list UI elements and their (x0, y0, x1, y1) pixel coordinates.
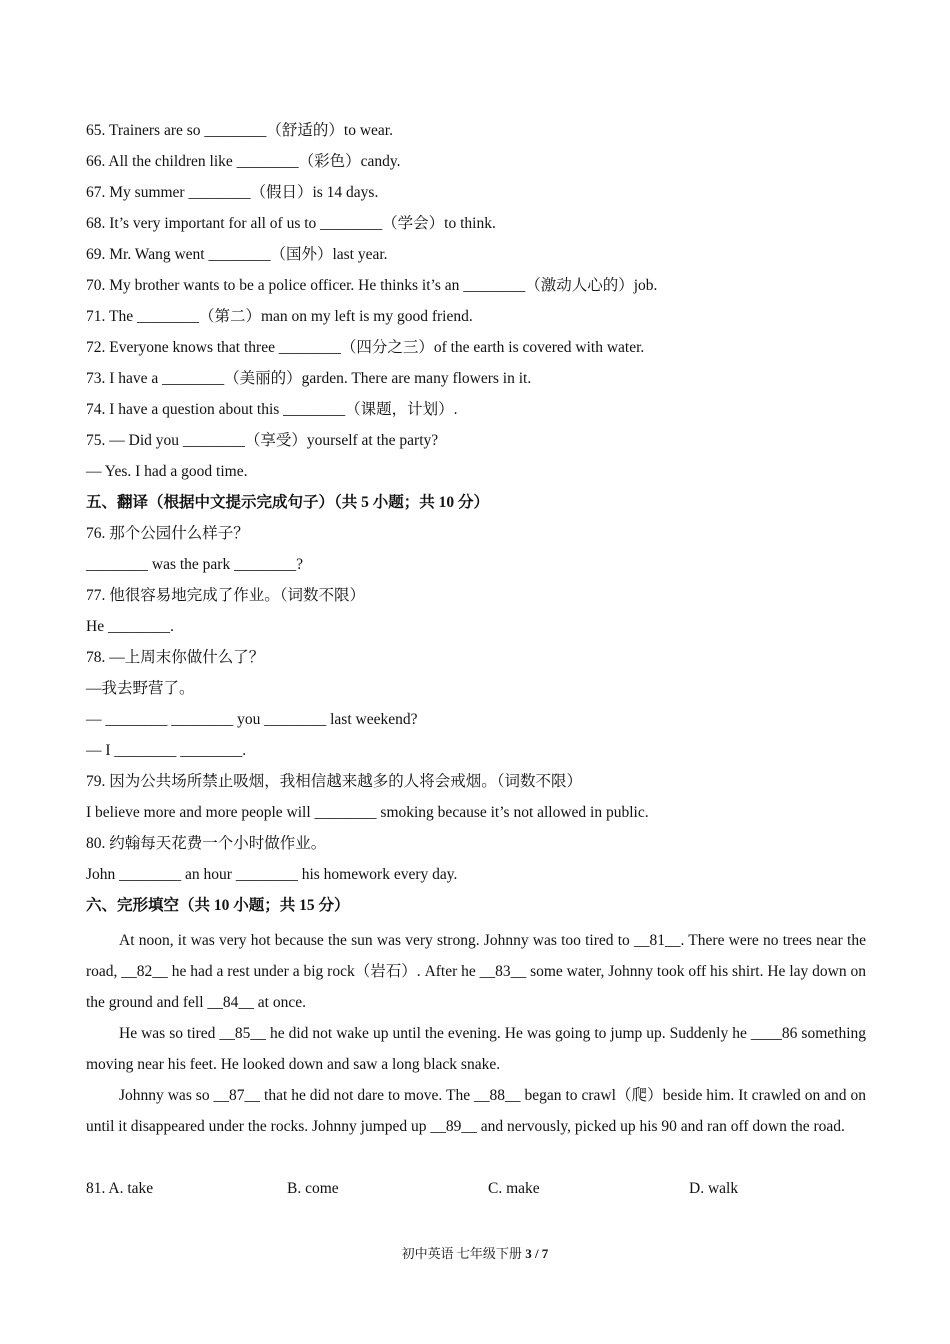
question-70: 70. My brother wants to be a police officer. He thinks it’s an ________（激动人心的）job. (86, 277, 658, 294)
question-72: 72. Everyone knows that three ________（四分之三）of the earth is covered with water. (86, 339, 645, 356)
question-76-sentence: ________ was the park ________? (86, 556, 303, 573)
question-75: 75. — Did you ________（享受）yourself at the party? (86, 432, 439, 449)
option-b: B. come (287, 1180, 339, 1197)
question-68: 68. It’s very important for all of us to ________（学会）to think. (86, 215, 496, 232)
footer-subject: 初中英语 七年级下册 (401, 1246, 522, 1261)
question-78-prompt-b: —我去野营了。 (86, 680, 195, 697)
page-number: 3 / 7 (525, 1246, 549, 1261)
question-77-sentence: He ________. (86, 618, 174, 635)
question-76-prompt: 76. 那个公园什么样子？ (86, 525, 249, 542)
question-71: 71. The ________（第二）man on my left is my good friend. (86, 308, 473, 325)
cloze-paragraph-1-text: At noon, it was very hot because the sun was very strong. Johnny was too tired to __81__. There were no trees near the road, __82__ he had a rest under a big rock（岩石）. After he __83__ some water, Johnny took off his shirt. He lay down on the ground and fell __84__ at once. (86, 932, 866, 1011)
question-79-prompt: 79. 因为公共场所禁止吸烟，我相信越来越多的人将会戒烟。（词数不限） (86, 773, 583, 790)
cloze-paragraph-1 (86, 925, 866, 1018)
question-75-answer: — Yes. I had a good time. (86, 463, 248, 480)
page-footer (0, 1245, 950, 1263)
section-6-heading: 六、完形填空（共 10 小题；共 15 分） (86, 897, 350, 914)
question-80-prompt: 80. 约翰每天花费一个小时做作业。 (86, 835, 327, 852)
cloze-paragraph-2 (86, 1018, 866, 1080)
option-d: D. walk (689, 1180, 739, 1197)
question-69: 69. Mr. Wang went ________（国外）last year. (86, 246, 388, 263)
question-74: 74. I have a question about this ________（课题，计划）. (86, 401, 458, 418)
question-65: 65. Trainers are so ________（舒适的）to wear. (86, 122, 393, 139)
question-79-sentence: I believe more and more people will ________ smoking because it’s not allowed in public. (86, 804, 649, 821)
question-78-sentence-a: — ________ ________ you ________ last weekend? (86, 711, 418, 728)
question-66: 66. All the children like ________（彩色）candy. (86, 153, 401, 170)
question-67: 67. My summer ________（假日）is 14 days. (86, 184, 379, 201)
cloze-paragraph-2-text: He was so tired __85__ he did not wake up until the evening. He was going to jump up. Suddenly he ____86 something moving near his feet. He looked down and saw a long black snake. (86, 1025, 866, 1073)
option-a: 81. A. take (86, 1180, 154, 1197)
option-c: C. make (488, 1180, 540, 1197)
question-73: 73. I have a ________（美丽的）garden. There are many flowers in it. (86, 370, 532, 387)
question-78-sentence-b: — I ________ ________. (86, 742, 247, 759)
question-77-prompt: 77. 他很容易地完成了作业。（词数不限） (86, 587, 366, 604)
cloze-paragraph-3-text: Johnny was so __87__ that he did not dare to move. The __88__ began to crawl（爬）beside him. It crawled on and on until it disappeared under the rocks. Johnny jumped up __89__ and nervously, picked up his 90 and ran off down the road. (86, 1087, 866, 1135)
question-80-sentence: John ________ an hour ________ his homework every day. (86, 866, 458, 883)
section-5-heading: 五、翻译（根据中文提示完成句子）（共 5 小题；共 10 分） (86, 494, 490, 511)
question-78-prompt-a: 78. —上周末你做什么了？ (86, 649, 265, 666)
cloze-paragraph-3 (86, 1080, 866, 1142)
